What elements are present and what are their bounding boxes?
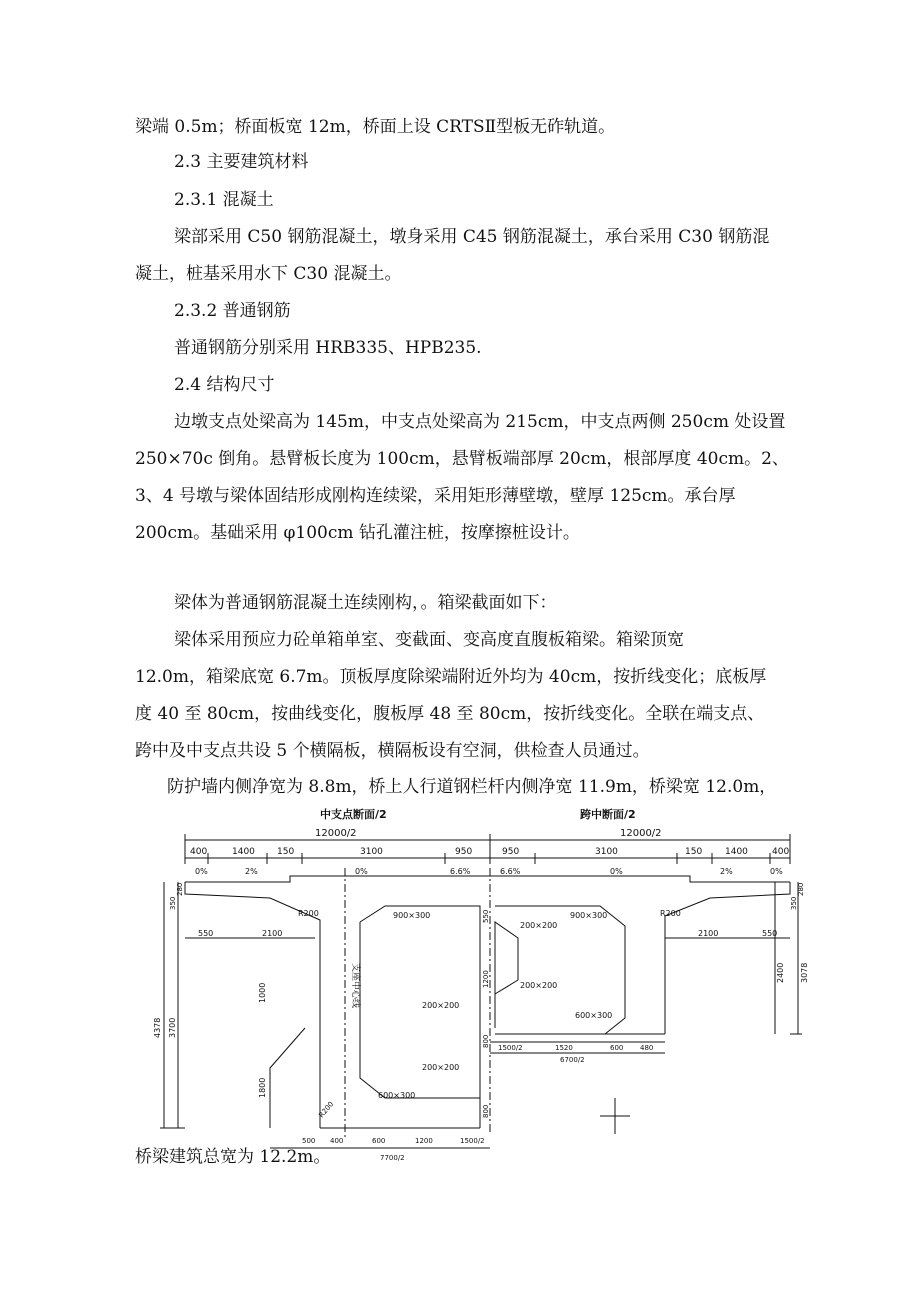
right-height-0: 3078 [800,962,809,983]
cantilever-dim-left-0: 550 [198,929,214,938]
bottom-total-left: 7700/2 [380,1154,405,1162]
dim-left-4: 950 [455,847,473,857]
left-height-3: 1800 [258,1077,267,1098]
bottom-dim-left-0: 500 [302,1137,316,1145]
top-dim-right: 12000/2 [620,828,662,839]
dim-right-3: 1400 [725,847,748,857]
bottom-dim-left-2: 600 [372,1137,386,1145]
web-chamfer-left-0: 200×200 [422,1001,460,1010]
center-height-1: 1200 [482,970,490,988]
drawing-title-right: 跨中断面/2 [580,808,636,821]
paragraph-line-width-2: 桥梁建筑总宽为 12.2m。 [135,1147,331,1167]
web-chamfer-right-0: 200×200 [520,921,558,930]
section-heading-2-3: 2.3 主要建筑材料 [174,152,309,172]
bottom-dim-left-4: 1500/2 [460,1137,485,1145]
haunch-left: R200 [298,909,319,918]
paragraph-line-rebar: 普通钢筋分别采用 HRB335、HPB235. [174,338,482,358]
dim-right-4: 400 [772,847,790,857]
bottom-total-right: 6700/2 [560,1056,585,1064]
haunch-right: R200 [660,909,681,918]
slope-right-3: 0% [770,867,783,876]
bottom-dim-left-1: 400 [330,1137,344,1145]
dim-right-1: 3100 [595,847,618,857]
section-heading-2-3-2: 2.3.2 普通钢筋 [174,301,291,321]
paragraph-line-box-2: 12.0m，箱梁底宽 6.7m。顶板厚度除梁端附近外均为 40cm，按折线变化；底板厚 [135,667,767,687]
center-height-2: 800 [482,1034,490,1048]
left-height-2: 1000 [258,982,267,1003]
center-height-3: 800 [482,1104,490,1118]
slope-left-0: 0% [195,867,208,876]
paragraph-line-1: 梁端 0.5m；桥面板宽 12m，桥面上设 CRTSⅡ型板无砟轨道。 [135,117,616,137]
paragraph-line-beam-1: 梁体为普通钢筋混凝土连续刚构，。箱梁截面如下： [174,593,557,613]
dim-left-3: 3100 [360,847,383,857]
pier-radius-label: R200 [317,1100,336,1120]
chamfer-top-left: 900×300 [393,911,431,920]
right-height-2: 350 [790,896,798,910]
left-height-1: 3700 [168,1017,177,1038]
paragraph-line-box-3: 度 40 至 80cm，按曲线变化，腹板厚 48 至 80cm，按折线变化。全联在端支点、 [135,704,765,724]
paragraph-line-dim-1: 边墩支点处梁高为 145m，中支点处梁高为 215cm，中支点两侧 250cm 处设置 [174,412,786,432]
paragraph-line-box-1: 梁体采用预应力砼单箱单室、变截面、变高度直腹板箱梁。箱梁顶宽 [174,630,684,650]
dim-left-1: 1400 [232,847,255,857]
right-height-1: 2400 [776,962,785,983]
web-chamfer-left-1: 200×200 [422,1063,460,1072]
top-dim-left: 12000/2 [315,828,357,839]
bottom-dim-right-0: 1500/2 [498,1044,523,1052]
web-chamfer-right-1: 200×200 [520,981,558,990]
paragraph-line-dim-2: 250×70c 倒角。悬臂板长度为 100cm，悬臂板端部厚 20cm，根部厚度 40cm。2、 [135,449,789,469]
bottom-dim-left-3: 1200 [415,1137,433,1145]
slope-left-1: 2% [245,867,258,876]
chamfer-bottom-right: 600×300 [575,1011,613,1020]
paragraph-line-concrete-2: 凝土，桩基采用水下 C30 混凝土。 [135,264,402,284]
section-heading-2-4: 2.4 结构尺寸 [174,375,275,395]
chamfer-bottom-left: 600×300 [378,1091,416,1100]
bottom-dim-right-1: 1520 [555,1044,573,1052]
cantilever-dim-left-1: 2100 [262,929,283,938]
paragraph-line-dim-4: 200cm。基础采用 φ100cm 钻孔灌注桩，按摩擦桩设计。 [135,523,580,543]
section-heading-2-3-1: 2.3.1 混凝土 [174,190,274,210]
drawing-title-left: 中支点断面/2 [320,808,387,821]
paragraph-line-width-1: 防护墙内侧净宽为 8.8m，桥上人行道钢栏杆内侧净宽 11.9m，桥梁宽 12.0m， [167,777,777,797]
left-height-4: 350 [169,896,177,910]
slope-left-3: 6.6% [450,867,471,876]
cantilever-dim-right-1: 550 [762,929,778,938]
paragraph-line-concrete-1: 梁部采用 C50 钢筋混凝土，墩身采用 C45 钢筋混凝土，承台采用 C30 钢筋混 [174,227,770,247]
paragraph-line-box-4: 跨中及中支点共设 5 个横隔板，横隔板设有空洞，供检查人员通过。 [135,741,650,761]
cantilever-dim-right-0: 2100 [698,929,719,938]
bottom-dim-right-2: 600 [610,1044,624,1052]
center-height-0: 550 [482,909,490,923]
slope-right-2: 2% [720,867,733,876]
dim-left-2: 150 [277,847,295,857]
left-height-0: 4378 [153,1017,162,1038]
slope-right-1: 0% [610,867,623,876]
right-height-3: 280 [797,882,805,896]
dim-right-2: 150 [685,847,703,857]
left-height-5: 280 [176,882,184,896]
dim-right-0: 950 [502,847,520,857]
bottom-dim-right-3: 480 [640,1044,654,1052]
bearing-centerline-label: 支座中心线 [350,963,360,1009]
dim-left-0: 400 [190,847,208,857]
slope-left-2: 0% [355,867,368,876]
slope-right-0: 6.6% [500,867,521,876]
chamfer-top-right: 900×300 [570,911,608,920]
paragraph-line-dim-3: 3、4 号墩与梁体固结形成刚构连续梁，采用矩形薄壁墩，壁厚 125cm。承台厚 [135,486,736,506]
